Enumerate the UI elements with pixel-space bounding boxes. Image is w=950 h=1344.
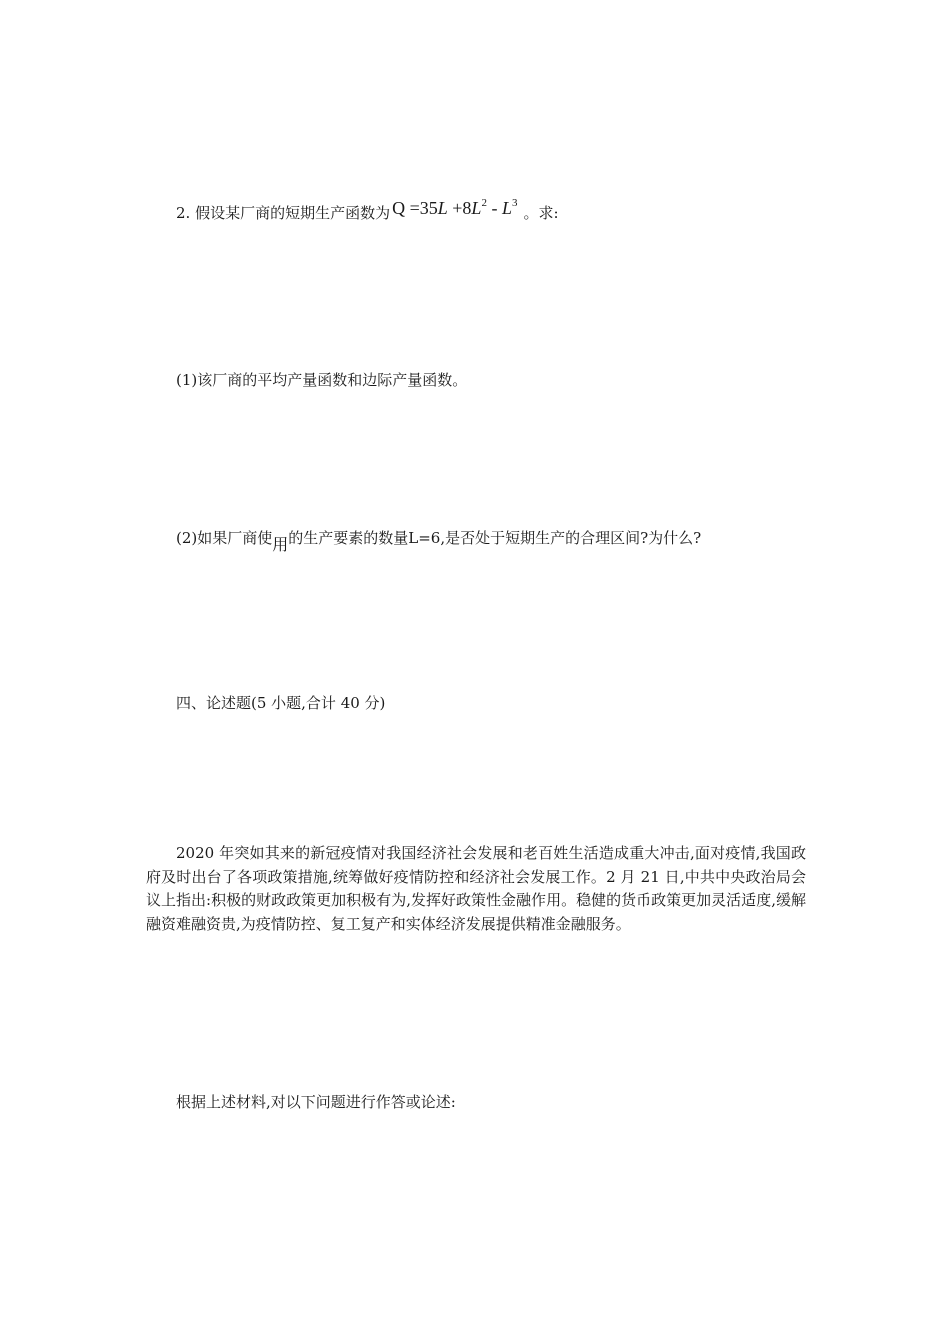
question-2-part-1: (1)该厂商的平均产量函数和边际产量函数。 <box>176 371 468 389</box>
section-4-heading: 四、论述题(5 小题,合计 40 分) <box>176 694 386 712</box>
material-instruction: 根据上述材料,对以下问题进行作答或论述: <box>176 1093 456 1111</box>
question-2-intro: 2. 假设某厂商的短期生产函数为 <box>176 204 391 222</box>
question-2-part-2: (2)如果厂商使用的生产要素的数量L=6,是否处于短期生产的合理区间?为什么? <box>176 529 702 554</box>
question-2-line <box>176 197 559 223</box>
production-function-formula: $Q =35L +8L^2 - L^3$ <box>392 197 518 218</box>
question-2-suffix: 。求: <box>523 204 559 222</box>
material-paragraph: 2020 年突如其来的新冠疫情对我国经济社会发展和老百姓生活造成重大冲击,面对疫情,我国政府及时出台了各项政策措施,统筹做好疫情防控和经济社会发展工作。2 月 21 日,中共中央政治局会议上指出:积极的财政政策更加积极有为,发挥好政策性金融作用。稳健的货币政策更加灵活适度,缓解融资难融资贵,为疫情防控、复工复产和实体经济发展提供精准金融服务。 <box>146 844 806 933</box>
